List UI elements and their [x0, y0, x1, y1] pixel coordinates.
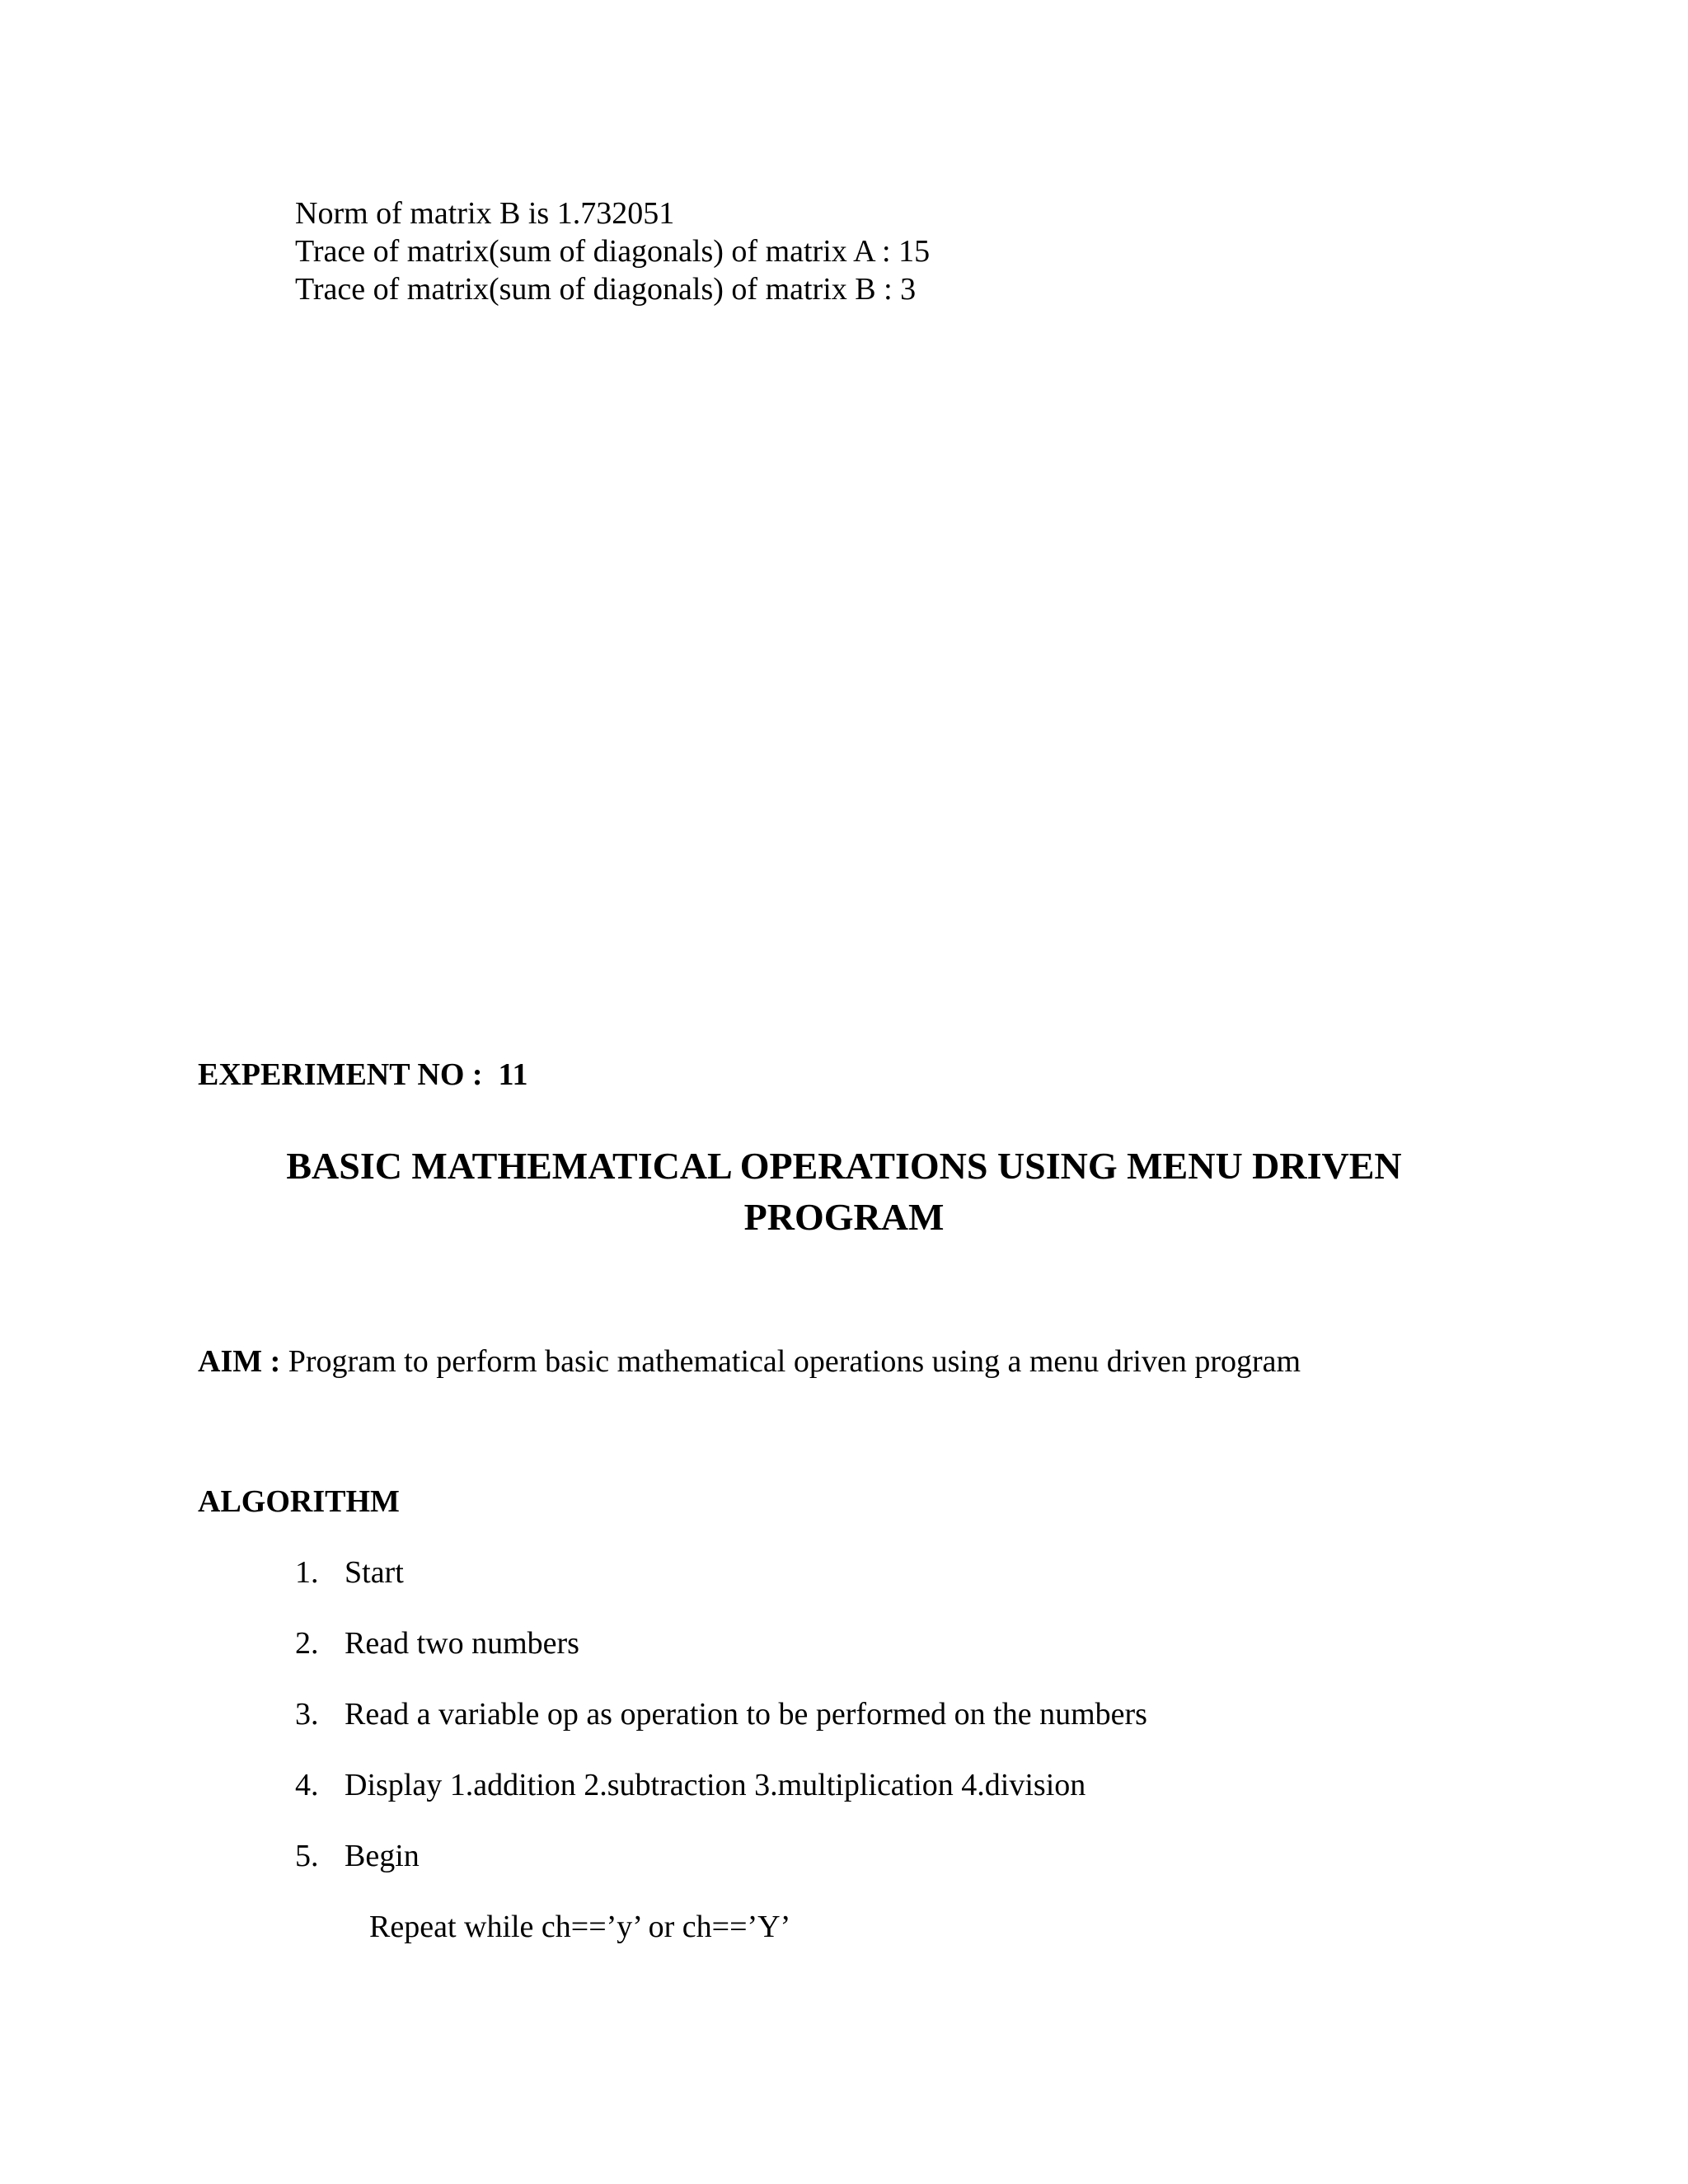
- algorithm-step-number: 4.: [295, 1768, 319, 1802]
- output-line-trace-a: Trace of matrix(sum of diagonals) of matrix A : 15: [295, 234, 931, 269]
- program-output-block: [295, 194, 930, 308]
- algorithm-step: [295, 1767, 1147, 1838]
- algorithm-step: [295, 1838, 1147, 1909]
- algorithm-step-number: 3.: [295, 1697, 319, 1732]
- algorithm-step-text: Display 1.addition 2.subtraction 3.multiplication 4.division: [345, 1768, 1086, 1802]
- algorithm-steps-list: [295, 1554, 1147, 1909]
- algorithm-step: [295, 1696, 1147, 1767]
- repeat-condition-line: Repeat while ch==’y’ or ch==’Y’: [369, 1910, 791, 1944]
- algorithm-step-number: 5.: [295, 1839, 319, 1873]
- algorithm-step-text: Read two numbers: [345, 1626, 579, 1661]
- output-line-norm-b: Norm of matrix B is 1.732051: [295, 196, 675, 231]
- output-line-trace-b: Trace of matrix(sum of diagonals) of matrix B : 3: [295, 272, 917, 307]
- algorithm-step-text: Begin: [345, 1839, 420, 1873]
- experiment-title: [198, 1141, 1490, 1243]
- aim-label: AIM :: [198, 1344, 281, 1379]
- algorithm-step-number: 2.: [295, 1626, 319, 1661]
- algorithm-step-text: Start: [345, 1555, 404, 1590]
- aim-paragraph: [198, 1343, 1301, 1380]
- algorithm-step: [295, 1625, 1147, 1696]
- experiment-title-line-2: PROGRAM: [743, 1196, 945, 1238]
- aim-text: Program to perform basic mathematical operations using a menu driven program: [280, 1344, 1301, 1379]
- algorithm-step-number: 1.: [295, 1555, 319, 1590]
- algorithm-step-text: Read a variable op as operation to be performed on the numbers: [345, 1697, 1147, 1732]
- algorithm-heading: ALGORITHM: [198, 1484, 400, 1519]
- experiment-number-heading: EXPERIMENT NO : 11: [198, 1057, 528, 1092]
- algorithm-step: [295, 1554, 1147, 1625]
- experiment-title-line-1: BASIC MATHEMATICAL OPERATIONS USING MENU DRIVEN: [286, 1145, 1402, 1187]
